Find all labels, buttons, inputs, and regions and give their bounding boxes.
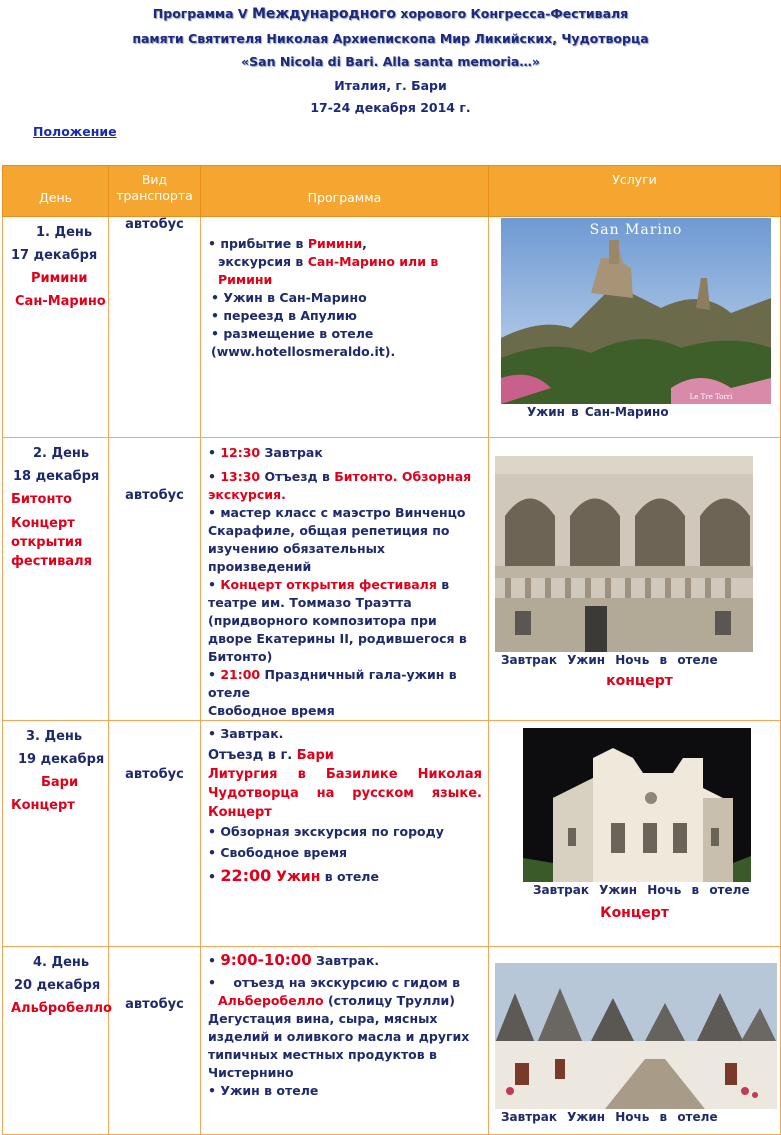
program-text: Отъезд в г. [208, 748, 297, 763]
program-text: Битонто. Обзорная экскурсия. [208, 469, 472, 502]
program-text: Литургия в Базилике Николая Чудотворца на русском языке. Концерт [208, 767, 482, 820]
transport-cell: автобус [109, 217, 201, 438]
program-time: 9:00-10:00 [220, 951, 312, 969]
day-cell [3, 947, 112, 1135]
day-date: 17 декабря [11, 248, 98, 263]
header-transport-line1: Вид [141, 172, 168, 187]
services-caption: Ужин в Сан-Марино [527, 405, 669, 419]
table-row [3, 721, 781, 947]
program-text: Отъезд в [260, 469, 335, 484]
header-program-label: Программа [307, 190, 382, 205]
program-text: Праздничный гала-ужин в отеле [208, 667, 457, 700]
services-caption: Завтрак Ужин Ночь в отеле [533, 883, 750, 897]
day-number: 1. День [36, 225, 93, 240]
header-services-label: Услуги [612, 172, 657, 187]
bitonto-building-photo [495, 456, 753, 652]
services-caption: Завтрак Ужин Ночь в отеле [501, 653, 718, 667]
program-text: Концерт открытия фестиваля [220, 577, 437, 592]
program-cell: • 9:00-10:00 Завтрак. • отъезд на экскурсию с гидом в Альберобелло (столицу Трулли) Дегустация вина, сыра, мясных изделий и оливкого масла и других типичных местных продуктов в Чистернино • Ужин в отеле [201, 947, 489, 1135]
program-cell: • Завтрак. Отъезд в г. Бари Литургия в Базилике Николая Чудотворца на русском языке. Концерт • Обзорная экскурсия по городу • Свободное время • 22:00 Ужин в отеле [201, 721, 489, 947]
san-marino-photo [501, 218, 771, 404]
transport-cell: автобус [109, 721, 201, 947]
services-cell [489, 217, 781, 438]
day-date: 18 декабря [13, 469, 100, 484]
program-text: Завтрак. [311, 953, 380, 968]
alberobello-trulli-photo [495, 963, 777, 1109]
title-line-4: Италия, г. Бари [334, 78, 447, 93]
title-part: Международного [251, 6, 397, 22]
day-number: 3. День [26, 729, 83, 744]
services-cell [489, 438, 781, 721]
program-text: экскурсия в [218, 254, 308, 269]
program-text: Завтрак [260, 445, 323, 460]
program-table [2, 165, 781, 1135]
program-text: (столицу Трулли) [323, 993, 455, 1008]
day-number: 2. День [33, 446, 90, 461]
regulation-link[interactable]: Положение [33, 124, 117, 139]
program-cell: • 12:30 Завтрак • 13:30 Отъезд в Битонто. Обзорная экскурсия. • мастер класс с маэстро Винченцо Скарафиле, общая репетиция по изучению обязательных произведений • Концерт открытия фестиваля в театре им. Томмазо Траэтта (придворного композитора при дворе Екатерины II, родившегося в Битонто) • 21:00 Праздничный гала-ужин в отеле Свободное время [201, 438, 489, 721]
title-part: хорового Конгресса-Фестиваля [396, 6, 629, 21]
day-number: 4. День [33, 955, 90, 970]
day-date: 19 декабря [18, 752, 105, 767]
program-text: Бари [296, 748, 334, 763]
header-services [489, 166, 781, 217]
transport-cell: автобус [109, 438, 201, 721]
day-place: Концерт открытия фестиваля [11, 516, 92, 569]
program-text: • Свободное время [208, 845, 348, 860]
program-text: • Ужин в отеле [208, 1083, 319, 1098]
table-row [3, 947, 781, 1135]
bari-basilica-photo [523, 728, 751, 882]
title-part: Программа V [152, 6, 252, 21]
header-transport [109, 166, 201, 217]
program-cell [201, 217, 489, 438]
program-text: , [362, 236, 367, 251]
title-line-2: памяти Святителя Николая Архиепископа Мир Ликийских, Чудотворца [132, 31, 649, 46]
day-place: Римини [31, 271, 88, 286]
program-text: • прибытие в [208, 236, 308, 251]
services-caption: Завтрак Ужин Ночь в отеле [501, 1110, 718, 1124]
day-cell [3, 217, 109, 438]
services-cell [489, 947, 781, 1135]
day-place: Битонто [11, 492, 72, 507]
header-program [201, 166, 489, 217]
program-text: • Обзорная экскурсия по городу [208, 824, 444, 839]
table-row [3, 438, 781, 721]
services-concert: Концерт [600, 905, 669, 921]
services-concert: концерт [606, 673, 673, 689]
day-cell [3, 438, 109, 721]
program-text: Альберобелло [218, 993, 324, 1008]
header-transport-line2: транспорта [116, 188, 193, 203]
program-text: в отеле [320, 869, 379, 884]
program-time: 13:30 [220, 469, 261, 484]
title-line-1 [0, 6, 781, 22]
day-place: Сан-Марино [15, 294, 106, 309]
program-time: 12:30 [220, 445, 261, 460]
header-day-label: День [39, 190, 72, 205]
services-cell [489, 721, 781, 947]
program-text: Римини [307, 236, 363, 251]
title-line-3: «San Nicola di Bari. Alla santa memoria…» [241, 54, 540, 69]
program-text: отъезд на экскурсию с гидом в [233, 975, 461, 990]
program-text: Ужин [271, 869, 321, 885]
day-place: Альбробелло [11, 1001, 112, 1016]
photo-title: San Marino [589, 222, 683, 238]
table-row [3, 217, 781, 438]
transport-cell: автобус [109, 947, 201, 1135]
day-cell [3, 721, 109, 947]
title-line-5: 17-24 декабря 2014 г. [310, 100, 471, 115]
day-place: Бари [41, 775, 79, 790]
program-time: 21:00 [220, 667, 261, 682]
day-place: Концерт [11, 798, 75, 813]
photo-subtitle: Le Tre Torri [689, 393, 733, 401]
program-text: • переезд в Апулию [211, 308, 357, 323]
day-date: 20 декабря [14, 978, 101, 993]
header-day [3, 166, 109, 217]
program-text: • Завтрак. [208, 726, 284, 741]
program-text: Сан-Марино или в Римини [218, 254, 439, 287]
program-text: в театре им. Томмазо Траэтта (придворного композитора при дворе Екатерины II, родившегося в Битонто) [208, 577, 467, 664]
program-text: • размещение в отеле (www.hotellosmeraldo.it). [211, 326, 396, 359]
program-text: • Ужин в Сан-Марино [211, 290, 367, 305]
program-text: мастер класс с маэстро Винченцо Скарафиле, общая репетиция по изучению обязательных произведений [208, 505, 466, 574]
program-text: Свободное время [208, 703, 335, 718]
program-text: Дегустация вина, сыра, мясных изделий и оливкого масла и других типичных местных продуктов в Чистернино [208, 1011, 470, 1080]
program-time: 22:00 [220, 866, 272, 885]
table-header-row [3, 166, 781, 217]
